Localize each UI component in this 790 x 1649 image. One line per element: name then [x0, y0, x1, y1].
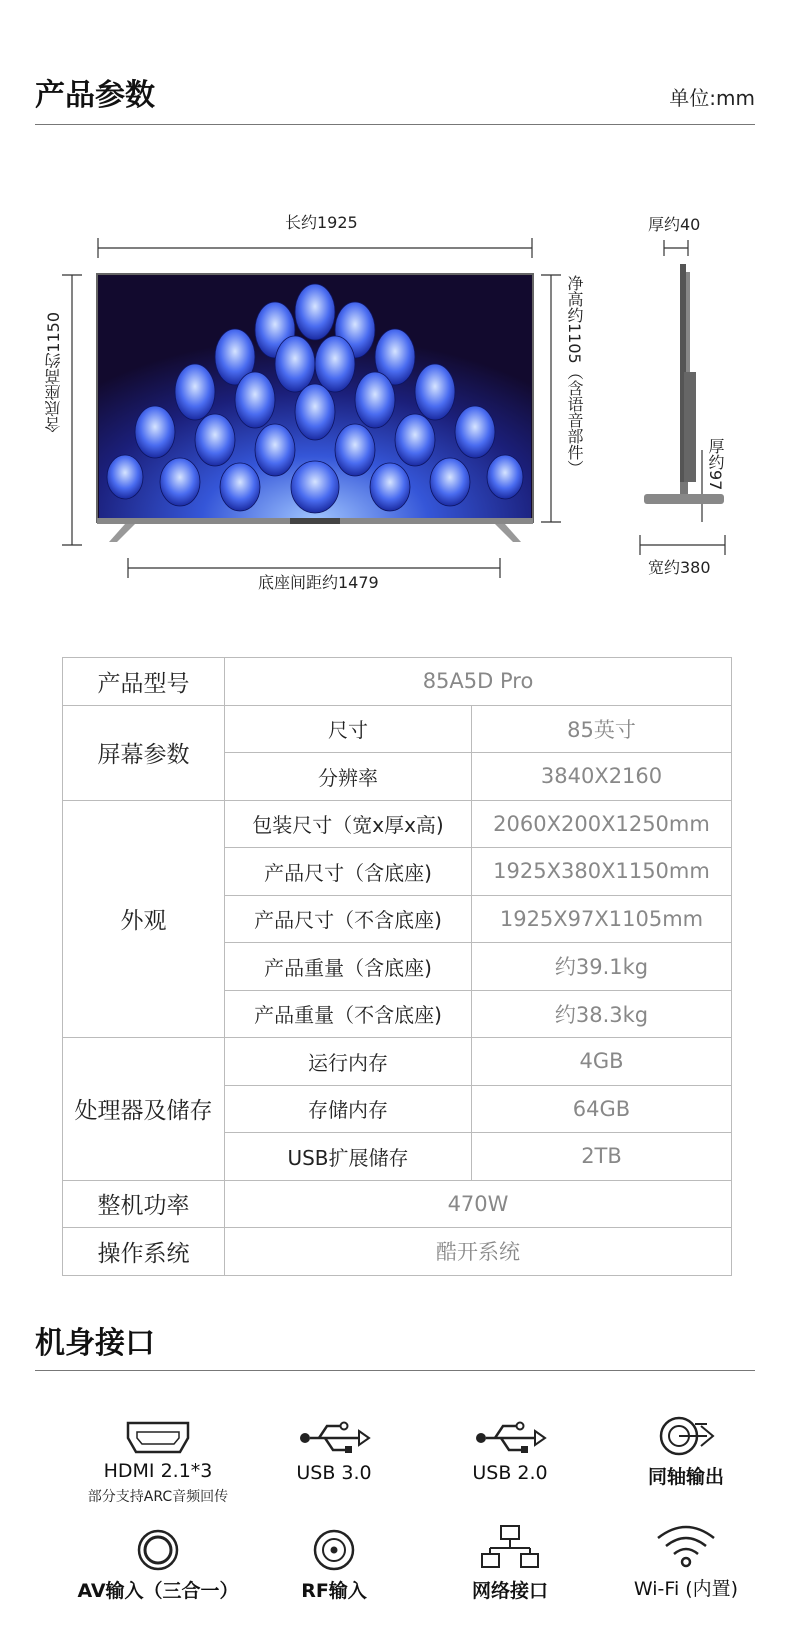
params-title: 产品参数	[35, 78, 155, 113]
model-label: 产品型号	[63, 658, 225, 706]
spec-value: 64GB	[472, 1085, 732, 1133]
spec-value: 1925X97X1105mm	[472, 895, 732, 943]
spec-name: 产品尺寸（含底座)	[225, 848, 472, 896]
port-label: HDMI 2.1*3	[103, 1460, 213, 1482]
spec-value: 85英寸	[472, 705, 732, 753]
ports-header	[35, 1318, 755, 1374]
spec-value: 约38.3kg	[472, 990, 732, 1038]
port-label: USB 2.0	[472, 1462, 548, 1484]
tv-front-image	[95, 272, 535, 542]
params-divider	[35, 124, 755, 125]
port-hdmi	[68, 1420, 248, 1506]
rf-input-icon	[312, 1528, 356, 1572]
port-usb30	[244, 1418, 424, 1484]
table-row	[63, 1228, 732, 1276]
port-label: RF输入	[301, 1580, 367, 1602]
base-spacing-label: 底座间距约1479	[258, 573, 379, 592]
spec-value: 3840X2160	[472, 753, 732, 801]
width-label: 宽约380	[648, 558, 711, 577]
spec-value: 1925X380X1150mm	[472, 848, 732, 896]
spec-value: 2060X200X1250mm	[472, 800, 732, 848]
spec-name: 运行内存	[225, 1038, 472, 1086]
port-av	[68, 1528, 248, 1603]
port-wifi	[596, 1522, 776, 1601]
spec-value: 约39.1kg	[472, 943, 732, 991]
os-value: 酷开系统	[225, 1228, 732, 1276]
port-label: USB 3.0	[296, 1462, 372, 1484]
port-coaxial	[596, 1414, 776, 1489]
thickness-label: 厚约40	[648, 215, 701, 234]
wifi-icon	[654, 1522, 718, 1570]
processor-label: 处理器及储存	[63, 1038, 225, 1181]
ports-divider	[35, 1370, 755, 1371]
port-label: Wi-Fi (内置)	[633, 1578, 739, 1600]
usb-icon	[297, 1418, 371, 1458]
port-usb20	[420, 1418, 600, 1484]
ports-title: 机身接口	[35, 1326, 155, 1361]
screen-label: 屏幕参数	[63, 705, 225, 800]
params-header	[35, 70, 755, 126]
spec-name: 包装尺寸（宽x厚x高)	[225, 800, 472, 848]
power-label: 整机功率	[63, 1180, 225, 1228]
port-rf	[244, 1528, 424, 1603]
dimension-diagram	[0, 200, 790, 600]
spec-name: 尺寸	[225, 705, 472, 753]
coaxial-icon	[651, 1414, 721, 1458]
av-input-icon	[136, 1528, 180, 1572]
network-icon	[480, 1524, 540, 1572]
os-label: 操作系统	[63, 1228, 225, 1276]
spec-table	[62, 657, 732, 1276]
spec-value: 2TB	[472, 1133, 732, 1181]
port-label: AV输入（三合一）	[77, 1580, 239, 1602]
usb-icon	[473, 1418, 547, 1458]
port-label: 同轴输出	[647, 1466, 724, 1488]
model-value: 85A5D Pro	[225, 658, 732, 706]
spec-name: 产品重量（含底座)	[225, 943, 472, 991]
length-label: 长约1925	[285, 213, 358, 232]
port-network	[420, 1524, 600, 1603]
height-with-base-label: 含底座高约1150	[44, 312, 63, 433]
appearance-label: 外观	[63, 800, 225, 1038]
spec-name: 存储内存	[225, 1085, 472, 1133]
table-row	[63, 658, 732, 706]
table-row	[63, 705, 732, 753]
port-note: 部分支持ARC音频回传	[87, 1489, 229, 1505]
unit-label: 单位:mm	[669, 86, 755, 110]
hdmi-icon	[125, 1420, 191, 1456]
spec-name: 产品重量（不含底座)	[225, 990, 472, 1038]
spec-name: 产品尺寸（不含底座)	[225, 895, 472, 943]
spec-value: 4GB	[472, 1038, 732, 1086]
net-height-label: 净高约1105（含语音部件）	[565, 275, 584, 476]
spec-name: 分辨率	[225, 753, 472, 801]
power-value: 470W	[225, 1180, 732, 1228]
depth-label: 厚约97	[706, 438, 725, 491]
port-label: 网络接口	[471, 1580, 548, 1602]
spec-name: USB扩展储存	[225, 1133, 472, 1181]
table-row	[63, 800, 732, 848]
table-row	[63, 1038, 732, 1086]
table-row	[63, 1180, 732, 1228]
